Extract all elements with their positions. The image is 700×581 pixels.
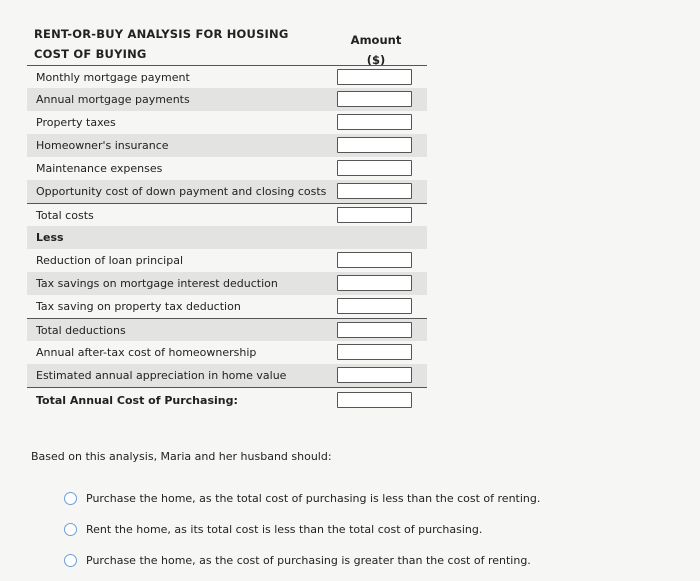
property-tax-deduction-input[interactable]: [337, 298, 412, 314]
row-label: Tax savings on mortgage interest deduction: [36, 277, 278, 290]
table-row-property-tax-deduction: [27, 295, 427, 318]
radio-button[interactable]: [64, 523, 77, 536]
table-row-appreciation: [27, 364, 427, 387]
row-label: Homeowner's insurance: [36, 139, 169, 152]
amount-column-header: [340, 30, 412, 70]
option-label[interactable]: Purchase the home, as the cost of purchasing is greater than the cost of renting.: [86, 554, 531, 567]
option-label[interactable]: Purchase the home, as the total cost of purchasing is less than the cost of renting.: [86, 492, 541, 505]
table-row-property-taxes: [27, 111, 427, 134]
amount-header: Amount: [350, 33, 402, 47]
total-costs-input[interactable]: [337, 207, 412, 223]
annual-mortgage-input[interactable]: [337, 91, 412, 107]
total-deductions-input[interactable]: [337, 322, 412, 338]
cost-table: [27, 65, 427, 412]
table-row-opportunity-cost: [27, 180, 427, 203]
homeowners-insurance-input[interactable]: [337, 137, 412, 153]
row-label: Total costs: [36, 209, 94, 222]
row-label: Estimated annual appreciation in home value: [36, 369, 287, 382]
answer-option[interactable]: [64, 483, 540, 514]
table-row-after-tax-cost: [27, 341, 427, 364]
table-row-mortgage-interest: [27, 272, 427, 295]
row-label: Monthly mortgage payment: [36, 71, 190, 84]
amount-unit: ($): [366, 53, 386, 67]
loan-principal-input[interactable]: [337, 252, 412, 268]
question-prompt: Based on this analysis, Maria and her husband should:: [31, 450, 332, 463]
table-row-maintenance: [27, 157, 427, 180]
answer-options: [64, 483, 540, 576]
row-label: Total deductions: [36, 324, 126, 337]
table-row-loan-principal: [27, 249, 427, 272]
appreciation-input[interactable]: [337, 367, 412, 383]
total-annual-cost-input[interactable]: [337, 392, 412, 408]
row-label: Annual after-tax cost of homeownership: [36, 346, 257, 359]
row-label: Total Annual Cost of Purchasing:: [36, 394, 238, 407]
mortgage-interest-input[interactable]: [337, 275, 412, 291]
table-row-total-annual-cost: [27, 387, 427, 412]
row-label: Tax saving on property tax deduction: [36, 300, 241, 313]
table-header: [34, 24, 289, 64]
row-label: Property taxes: [36, 116, 116, 129]
table-row-annual-mortgage: [27, 88, 427, 111]
answer-option[interactable]: [64, 514, 540, 545]
table-row-total-deductions: [27, 318, 427, 341]
table-subtitle: COST OF BUYING: [34, 47, 147, 61]
maintenance-input[interactable]: [337, 160, 412, 176]
row-label: Opportunity cost of down payment and closing costs: [36, 185, 327, 198]
after-tax-cost-input[interactable]: [337, 344, 412, 360]
row-label: Less: [36, 231, 64, 244]
answer-option[interactable]: [64, 545, 540, 576]
table-row-total-costs: [27, 203, 427, 226]
row-label: Maintenance expenses: [36, 162, 163, 175]
monthly-mortgage-input[interactable]: [337, 69, 412, 85]
row-label: Annual mortgage payments: [36, 93, 190, 106]
table-row-homeowners-insurance: [27, 134, 427, 157]
radio-button[interactable]: [64, 554, 77, 567]
table-row-monthly-mortgage: [27, 65, 427, 88]
table-title: RENT-OR-BUY ANALYSIS FOR HOUSING: [34, 27, 289, 41]
row-label: Reduction of loan principal: [36, 254, 183, 267]
opportunity-cost-input[interactable]: [337, 183, 412, 199]
property-taxes-input[interactable]: [337, 114, 412, 130]
radio-button[interactable]: [64, 492, 77, 505]
table-row-less: [27, 226, 427, 249]
option-label[interactable]: Rent the home, as its total cost is less than the total cost of purchasing.: [86, 523, 483, 536]
